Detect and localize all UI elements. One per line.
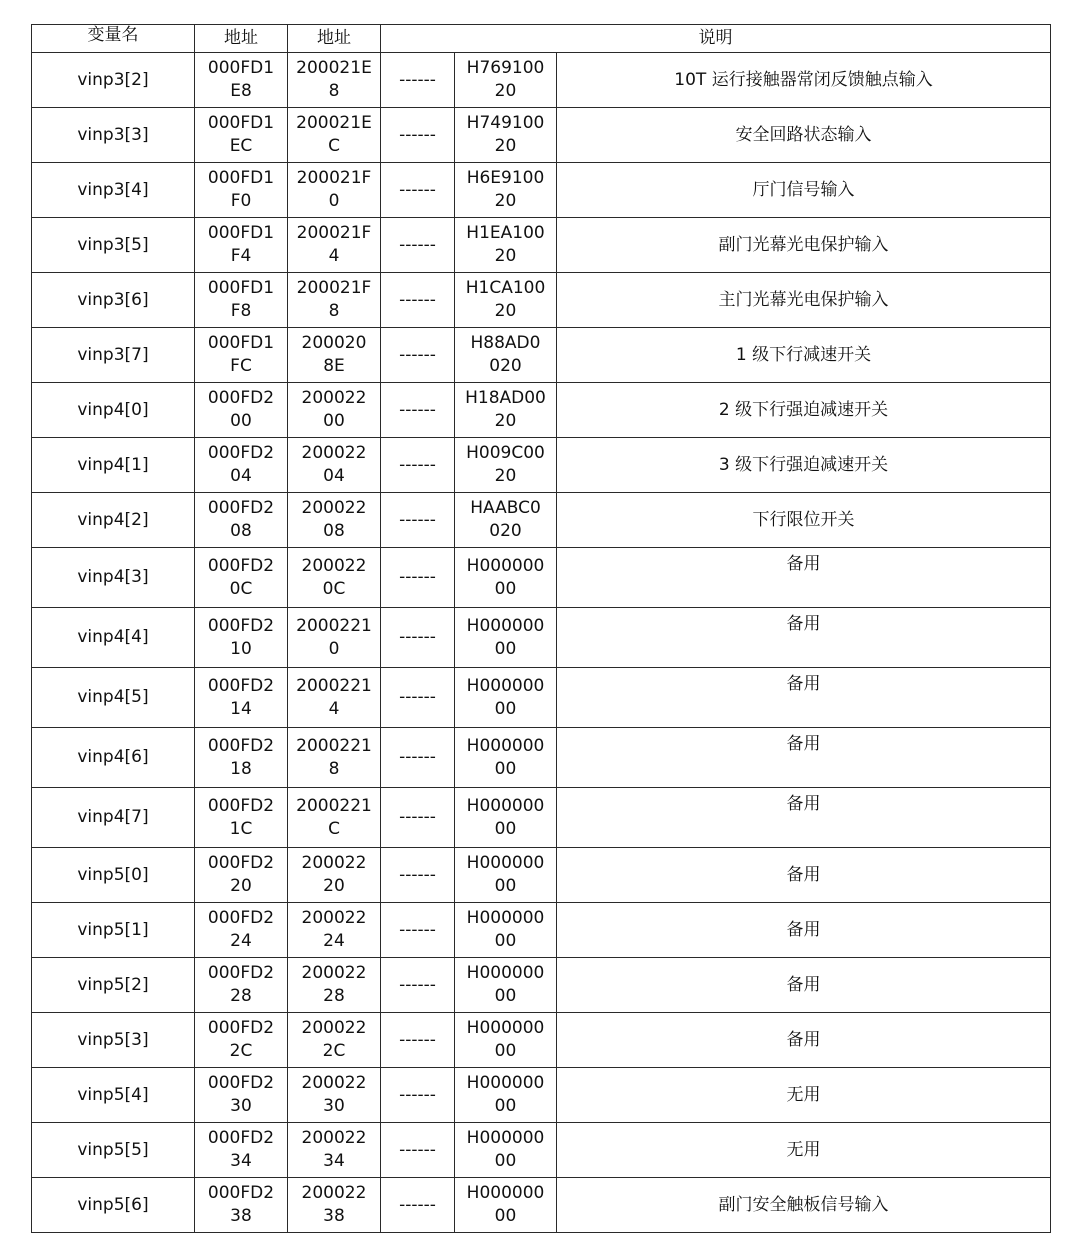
description-cell: 无用: [557, 1123, 1051, 1178]
address-2-cell: 200022 08: [288, 493, 381, 548]
description-cell: 备用: [557, 788, 1051, 848]
description-cell: 备用: [557, 608, 1051, 668]
table-row-vinp5[2]: [32, 958, 1051, 1013]
address-2-cell: 200022 28: [288, 958, 381, 1013]
address-1-cell: 000FD2 04: [195, 438, 288, 493]
placeholder-dash-cell: ------: [381, 1013, 455, 1068]
variable-name-cell: vinp4[2]: [32, 493, 195, 548]
variable-name-cell: vinp5[5]: [32, 1123, 195, 1178]
header-description: 说明: [381, 25, 1051, 53]
table-row-vinp3[4]: [32, 163, 1051, 218]
placeholder-dash-cell: ------: [381, 53, 455, 108]
description-cell: 1 级下行减速开关: [557, 328, 1051, 383]
address-2-cell: 200022 38: [288, 1178, 381, 1233]
variable-name-cell: vinp3[5]: [32, 218, 195, 273]
address-2-cell: 200022 34: [288, 1123, 381, 1178]
description-cell: 备用: [557, 848, 1051, 903]
header-row: [32, 25, 1051, 53]
table-row-vinp4[1]: [32, 438, 1051, 493]
address-1-cell: 000FD1 F4: [195, 218, 288, 273]
table-row-vinp3[7]: [32, 328, 1051, 383]
address-2-cell: 200021F 4: [288, 218, 381, 273]
description-cell: 安全回路状态输入: [557, 108, 1051, 163]
variable-name-cell: vinp4[7]: [32, 788, 195, 848]
variable-name-cell: vinp4[0]: [32, 383, 195, 438]
placeholder-dash-cell: ------: [381, 383, 455, 438]
variable-name-cell: vinp3[3]: [32, 108, 195, 163]
table-row-vinp4[7]: [32, 788, 1051, 848]
table-row-vinp5[0]: [32, 848, 1051, 903]
placeholder-dash-cell: ------: [381, 108, 455, 163]
address-2-cell: 200021E C: [288, 108, 381, 163]
description-cell: 备用: [557, 668, 1051, 728]
code-cell: H000000 00: [455, 1013, 557, 1068]
address-2-cell: 200021F 0: [288, 163, 381, 218]
address-2-cell: 200022 04: [288, 438, 381, 493]
placeholder-dash-cell: ------: [381, 788, 455, 848]
placeholder-dash-cell: ------: [381, 728, 455, 788]
address-1-cell: 000FD2 10: [195, 608, 288, 668]
table-row-vinp4[0]: [32, 383, 1051, 438]
variable-name-cell: vinp4[5]: [32, 668, 195, 728]
variable-name-cell: vinp5[4]: [32, 1068, 195, 1123]
address-1-cell: 000FD2 08: [195, 493, 288, 548]
address-1-cell: 000FD1 F0: [195, 163, 288, 218]
code-cell: H88AD0 020: [455, 328, 557, 383]
address-1-cell: 000FD1 E8: [195, 53, 288, 108]
variable-name-cell: vinp5[3]: [32, 1013, 195, 1068]
code-cell: H000000 00: [455, 668, 557, 728]
placeholder-dash-cell: ------: [381, 848, 455, 903]
code-cell: H000000 00: [455, 548, 557, 608]
description-cell: 3 级下行强迫减速开关: [557, 438, 1051, 493]
address-1-cell: 000FD2 24: [195, 903, 288, 958]
placeholder-dash-cell: ------: [381, 163, 455, 218]
description-cell: 2 级下行强迫减速开关: [557, 383, 1051, 438]
header-address-1: 地址: [195, 25, 288, 53]
address-1-cell: 000FD2 28: [195, 958, 288, 1013]
variable-name-cell: vinp3[2]: [32, 53, 195, 108]
table-row-vinp4[2]: [32, 493, 1051, 548]
code-cell: H000000 00: [455, 848, 557, 903]
address-1-cell: 000FD2 2C: [195, 1013, 288, 1068]
address-2-cell: 200022 24: [288, 903, 381, 958]
code-cell: H009C00 20: [455, 438, 557, 493]
table-row-vinp4[3]: [32, 548, 1051, 608]
address-2-cell: 200021E 8: [288, 53, 381, 108]
variable-name-cell: vinp3[7]: [32, 328, 195, 383]
code-cell: H769100 20: [455, 53, 557, 108]
description-cell: 主门光幕光电保护输入: [557, 273, 1051, 328]
address-1-cell: 000FD1 EC: [195, 108, 288, 163]
table-row-vinp3[5]: [32, 218, 1051, 273]
description-cell: 副门安全触板信号输入: [557, 1178, 1051, 1233]
description-cell: 下行限位开关: [557, 493, 1051, 548]
address-1-cell: 000FD2 20: [195, 848, 288, 903]
address-1-cell: 000FD2 14: [195, 668, 288, 728]
table-row-vinp3[3]: [32, 108, 1051, 163]
placeholder-dash-cell: ------: [381, 1068, 455, 1123]
address-2-cell: 200022 30: [288, 1068, 381, 1123]
code-cell: H000000 00: [455, 1123, 557, 1178]
placeholder-dash-cell: ------: [381, 1178, 455, 1233]
address-2-cell: 2000221 4: [288, 668, 381, 728]
address-1-cell: 000FD2 1C: [195, 788, 288, 848]
variable-name-cell: vinp4[3]: [32, 548, 195, 608]
placeholder-dash-cell: ------: [381, 1123, 455, 1178]
variable-name-cell: vinp4[6]: [32, 728, 195, 788]
address-1-cell: 000FD2 00: [195, 383, 288, 438]
description-cell: 备用: [557, 1013, 1051, 1068]
table-row-vinp4[4]: [32, 608, 1051, 668]
variable-name-cell: vinp4[4]: [32, 608, 195, 668]
placeholder-dash-cell: ------: [381, 438, 455, 493]
address-2-cell: 200020 8E: [288, 328, 381, 383]
placeholder-dash-cell: ------: [381, 273, 455, 328]
code-cell: H749100 20: [455, 108, 557, 163]
description-cell: 10T 运行接触器常闭反馈触点输入: [557, 53, 1051, 108]
placeholder-dash-cell: ------: [381, 218, 455, 273]
table-row-vinp3[6]: [32, 273, 1051, 328]
table-row-vinp4[5]: [32, 668, 1051, 728]
placeholder-dash-cell: ------: [381, 493, 455, 548]
placeholder-dash-cell: ------: [381, 608, 455, 668]
code-cell: H000000 00: [455, 958, 557, 1013]
description-cell: 厅门信号输入: [557, 163, 1051, 218]
placeholder-dash-cell: ------: [381, 958, 455, 1013]
register-table: [31, 24, 1051, 1233]
header-address-2: 地址: [288, 25, 381, 53]
address-1-cell: 000FD2 18: [195, 728, 288, 788]
description-cell: 备用: [557, 548, 1051, 608]
variable-name-cell: vinp3[6]: [32, 273, 195, 328]
table-row-vinp5[3]: [32, 1013, 1051, 1068]
placeholder-dash-cell: ------: [381, 328, 455, 383]
address-2-cell: 2000221 8: [288, 728, 381, 788]
variable-name-cell: vinp5[2]: [32, 958, 195, 1013]
variable-name-cell: vinp5[1]: [32, 903, 195, 958]
code-cell: H6E9100 20: [455, 163, 557, 218]
variable-name-cell: vinp3[4]: [32, 163, 195, 218]
address-2-cell: 200021F 8: [288, 273, 381, 328]
address-2-cell: 2000221 0: [288, 608, 381, 668]
address-2-cell: 200022 00: [288, 383, 381, 438]
variable-name-cell: vinp5[6]: [32, 1178, 195, 1233]
variable-name-cell: vinp5[0]: [32, 848, 195, 903]
address-2-cell: 200022 20: [288, 848, 381, 903]
table-row-vinp3[2]: [32, 53, 1051, 108]
address-1-cell: 000FD2 0C: [195, 548, 288, 608]
placeholder-dash-cell: ------: [381, 903, 455, 958]
description-cell: 副门光幕光电保护输入: [557, 218, 1051, 273]
address-1-cell: 000FD2 38: [195, 1178, 288, 1233]
table-row-vinp4[6]: [32, 728, 1051, 788]
code-cell: H1CA100 20: [455, 273, 557, 328]
table-row-vinp5[4]: [32, 1068, 1051, 1123]
placeholder-dash-cell: ------: [381, 668, 455, 728]
address-1-cell: 000FD1 FC: [195, 328, 288, 383]
address-1-cell: 000FD2 34: [195, 1123, 288, 1178]
code-cell: HAABC0 020: [455, 493, 557, 548]
description-cell: 备用: [557, 958, 1051, 1013]
description-cell: 无用: [557, 1068, 1051, 1123]
code-cell: H1EA100 20: [455, 218, 557, 273]
address-2-cell: 2000221 C: [288, 788, 381, 848]
description-cell: 备用: [557, 903, 1051, 958]
table-row-vinp5[6]: [32, 1178, 1051, 1233]
description-cell: 备用: [557, 728, 1051, 788]
address-2-cell: 200022 2C: [288, 1013, 381, 1068]
code-cell: H000000 00: [455, 1178, 557, 1233]
variable-name-cell: vinp4[1]: [32, 438, 195, 493]
address-1-cell: 000FD1 F8: [195, 273, 288, 328]
code-cell: H000000 00: [455, 788, 557, 848]
table-body: [32, 53, 1051, 1233]
header-variable-name: 变量名: [32, 25, 195, 53]
address-1-cell: 000FD2 30: [195, 1068, 288, 1123]
placeholder-dash-cell: ------: [381, 548, 455, 608]
table-row-vinp5[1]: [32, 903, 1051, 958]
code-cell: H000000 00: [455, 608, 557, 668]
code-cell: H000000 00: [455, 728, 557, 788]
code-cell: H000000 00: [455, 903, 557, 958]
table-row-vinp5[5]: [32, 1123, 1051, 1178]
code-cell: H18AD00 20: [455, 383, 557, 438]
address-2-cell: 200022 0C: [288, 548, 381, 608]
code-cell: H000000 00: [455, 1068, 557, 1123]
